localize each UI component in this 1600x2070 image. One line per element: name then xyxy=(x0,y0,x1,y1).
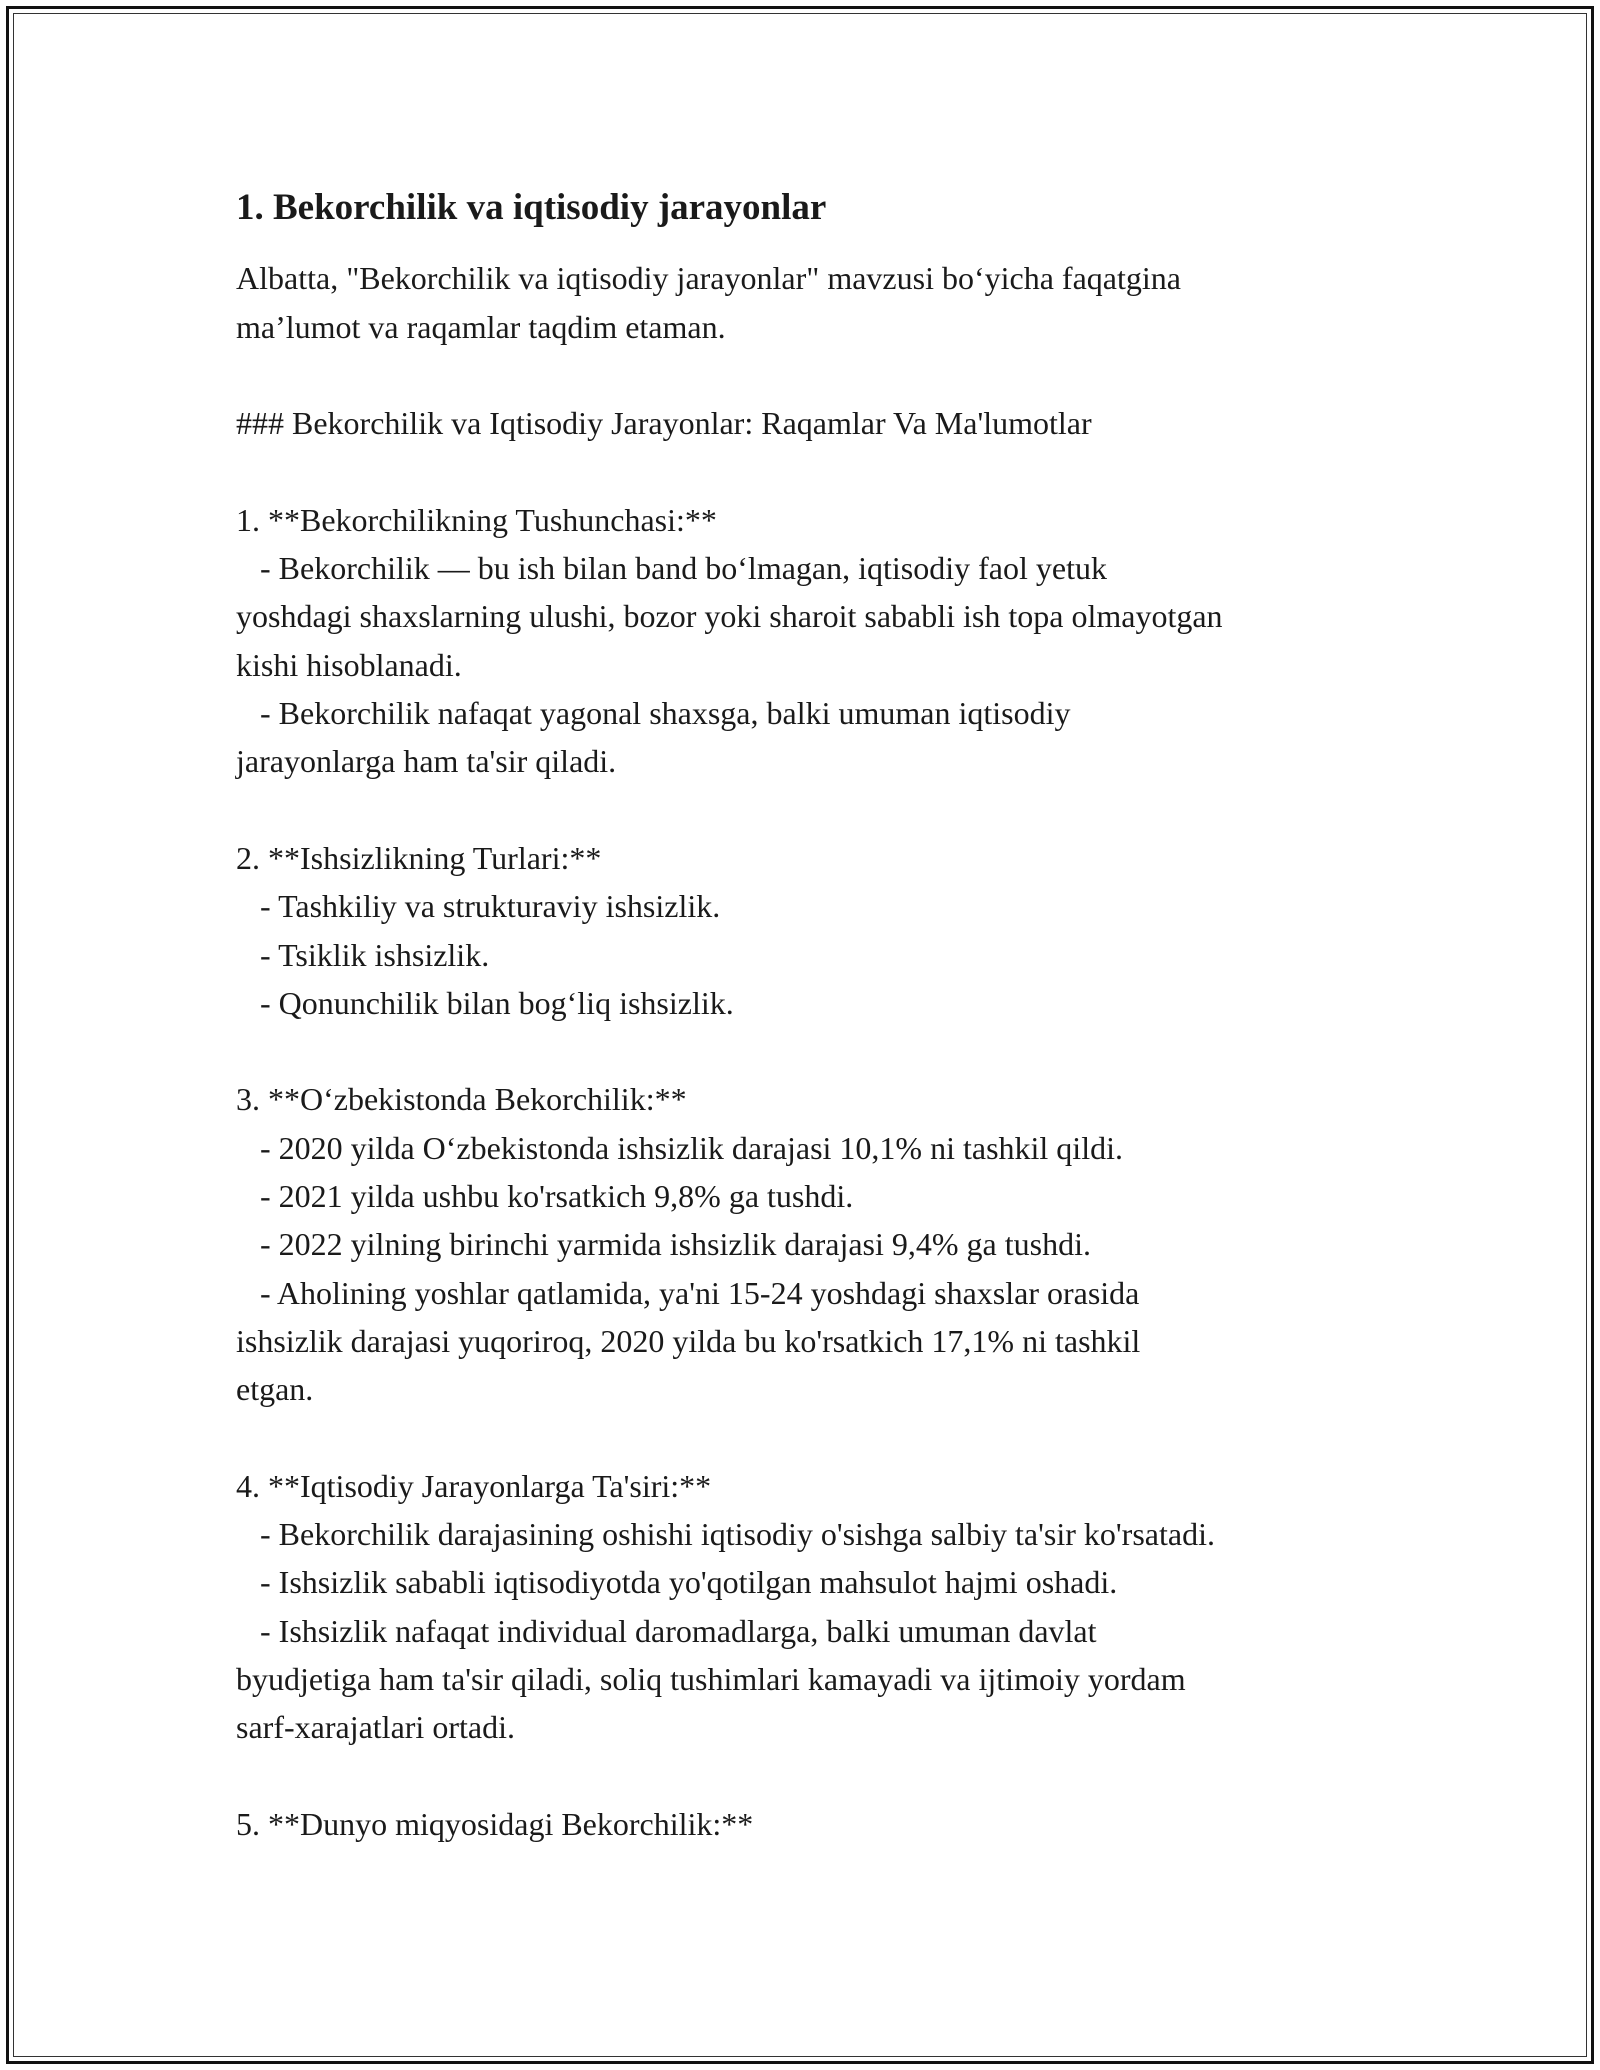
text-line: byudjetiga ham ta'sir qiladi, soliq tushimlari kamayadi va ijtimoiy yordam xyxy=(236,1661,1186,1697)
text-line: - 2022 yilning birinchi yarmida ishsizlik darajasi 9,4% ga tushdi. xyxy=(236,1226,1091,1263)
blank-line xyxy=(236,351,1386,399)
text-line: etgan. xyxy=(236,1371,314,1408)
text-line: yoshdagi shaxslarning ulushi, bozor yoki sharoit sababli ish topa olmayotgan xyxy=(236,598,1223,635)
text-line: ma’lumot va raqamlar taqdim etaman. xyxy=(236,308,726,345)
text-line: - Qonunchilik bilan bog‘liq ishsizlik. xyxy=(236,984,734,1021)
text-line: ### Bekorchilik va Iqtisodiy Jarayonlar: Raqamlar Va Ma'lumotlar xyxy=(236,405,1092,442)
text-line: - Tashkiliy va strukturaviy ishsizlik. xyxy=(236,888,721,925)
blank-line xyxy=(236,786,1386,834)
text-line: - Bekorchilik darajasining oshishi iqtisodiy o'sishga salbiy ta'sir ko'rsatadi. xyxy=(236,1516,1215,1553)
text-line: - 2020 yilda O‘zbekistonda ishsizlik darajasi 10,1% ni tashkil qildi. xyxy=(236,1129,1123,1166)
text-line: - Bekorchilik nafaqat yagonal shaxsga, balki umuman iqtisodiy xyxy=(236,695,1071,732)
blank-line xyxy=(236,1414,1386,1462)
text-line: kishi hisoblanadi. xyxy=(236,646,462,683)
text-line: 1. **Bekorchilikning Tushunchasi:** xyxy=(236,501,717,538)
document-title: 1. Bekorchilik va iqtisodiy jarayonlar xyxy=(236,187,827,228)
text-line: 4. **Iqtisodiy Jarayonlarga Ta'siri:** xyxy=(236,1467,712,1504)
text-line: - Ishsizlik nafaqat individual daromadlarga, balki umuman davlat xyxy=(236,1612,1097,1649)
text-line: - 2021 yilda ushbu ko'rsatkich 9,8% ga tushdi. xyxy=(236,1178,854,1215)
blank-line xyxy=(236,448,1386,496)
text-line: Albatta, "Bekorchilik va iqtisodiy jarayonlar" mavzusi bo‘yicha faqatgina xyxy=(236,260,1181,297)
text-line: jarayonlarga ham ta'sir qiladi. xyxy=(236,743,617,780)
text-line: - Tsiklik ishsizlik. xyxy=(236,936,490,973)
text-line: 2. **Ishsizlikning Turlari:** xyxy=(236,839,602,876)
text-line: 5. **Dunyo miqyosidagi Bekorchilik:** xyxy=(236,1805,754,1842)
text-line: - Aholining yoshlar qatlamida, ya'ni 15-24 yoshdagi shaxslar orasida xyxy=(236,1274,1140,1311)
text-line: - Ishsizlik sababli iqtisodiyotda yo'qotilgan mahsulot hajmi oshadi. xyxy=(236,1564,1118,1601)
document-page xyxy=(236,186,1386,1848)
text-line: sarf-xarajatlari ortadi. xyxy=(236,1709,515,1746)
blank-line xyxy=(236,1027,1386,1075)
document-body xyxy=(236,254,1386,1848)
text-line: 3. **O‘zbekistonda Bekorchilik:** xyxy=(236,1081,687,1118)
text-line: - Bekorchilik — bu ish bilan band bo‘lmagan, iqtisodiy faol yetuk xyxy=(236,550,1107,587)
text-line: ishsizlik darajasi yuqoriroq, 2020 yilda bu ko'rsatkich 17,1% ni tashkil xyxy=(236,1322,1141,1359)
blank-line xyxy=(236,1752,1386,1800)
